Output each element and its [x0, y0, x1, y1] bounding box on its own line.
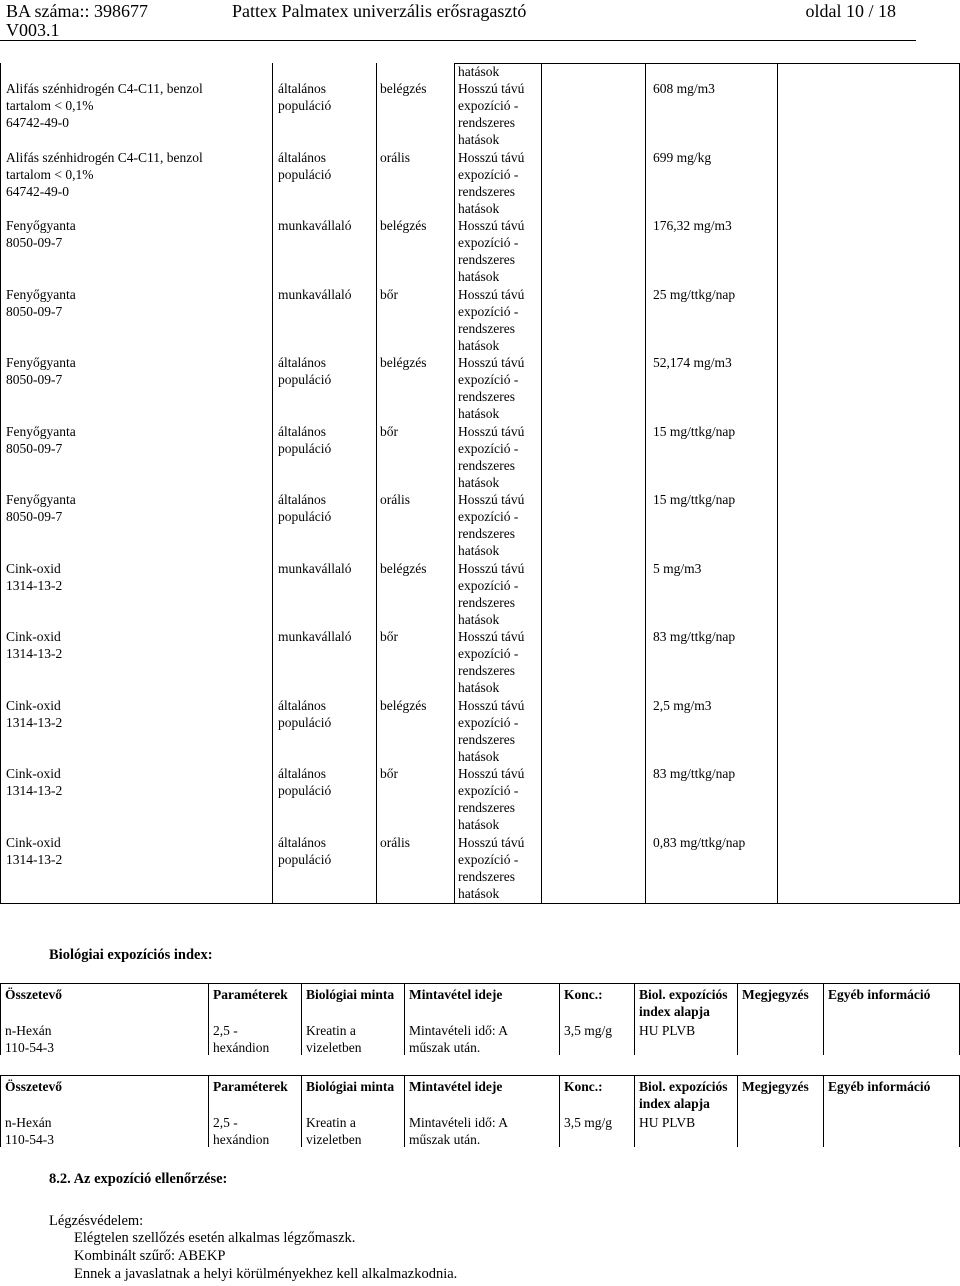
product-name: Pattex Palmatex univerzális erősragasztó: [232, 1, 527, 21]
column-divider: [301, 983, 302, 1055]
continued-effect: hatások: [458, 64, 500, 79]
substance-cell: Fenyőgyanta 8050-09-7: [6, 218, 76, 250]
effect-cell: Hosszú távú expozíció - rendszeres hatások: [458, 560, 525, 627]
value-cell: 608 mg/m3: [653, 81, 715, 96]
substance-cell: Cink-oxid 1314-13-2: [6, 697, 63, 730]
table-row: [0, 628, 960, 697]
concentration-cell: 3,5 mg/g: [564, 1023, 613, 1038]
value-cell: 176,32 mg/m3: [653, 218, 732, 233]
bio-sample-cell: Kreatin a vizeletben: [306, 1023, 362, 1055]
exposure-table: [0, 63, 960, 904]
parameters-header: Paraméterek: [213, 987, 288, 1002]
parameters-cell: 2,5 - hexándion: [213, 1115, 270, 1147]
population-cell: munkavállaló: [278, 629, 352, 644]
value-cell: 5 mg/m3: [653, 560, 702, 576]
bio-sample-cell: Kreatin a vizeletben: [306, 1115, 362, 1147]
substance-cell: Fenyőgyanta 8050-09-7: [6, 286, 76, 319]
parameters-header: Paraméterek: [213, 1079, 288, 1094]
value-cell: 2,5 mg/m3: [653, 697, 712, 713]
population-cell: általános populáció: [278, 355, 332, 387]
value-cell: 83 mg/ttkg/nap: [653, 629, 736, 644]
bei-basis-header: Biol. expozíciós index alapja: [639, 987, 728, 1019]
concentration-cell: 3,5 mg/g: [564, 1115, 613, 1130]
page-header: [0, 0, 960, 42]
column-divider: [301, 1075, 302, 1147]
parameters-cell: 2,5 - hexándion: [213, 1023, 270, 1055]
column-divider: [0, 1075, 1, 1147]
population-cell: általános populáció: [278, 81, 332, 113]
substance-cell: Fenyőgyanta 8050-09-7: [6, 355, 76, 387]
substance-cell: Fenyőgyanta 8050-09-7: [6, 423, 76, 456]
table-row: [0, 834, 960, 903]
route-cell: belégzés: [380, 218, 427, 233]
table-row: [0, 286, 960, 355]
header-rule: [0, 40, 916, 41]
respiratory-line: Ennek a javaslatnak a helyi körülményekhez kell alkalmazkodnia.: [74, 1266, 458, 1282]
component-header: Összetevő: [5, 1079, 62, 1094]
page-indicator: oldal 10 / 18: [805, 1, 896, 21]
component-header: Összetevő: [5, 987, 62, 1002]
column-divider: [737, 983, 738, 1055]
other-info-header: Egyéb információ: [828, 1079, 931, 1094]
population-cell: általános populáció: [278, 423, 332, 456]
table-bottom-rule: [0, 903, 960, 904]
sampling-time-cell: Mintavételi idő: A műszak után.: [409, 1023, 508, 1055]
population-cell: általános populáció: [278, 492, 332, 524]
column-divider: [0, 983, 1, 1055]
route-cell: bőr: [380, 766, 398, 781]
effect-cell: Hosszú távú expozíció - rendszeres hatások: [458, 629, 525, 695]
remark-header: Megjegyzés: [742, 1079, 809, 1094]
population-cell: munkavállaló: [278, 286, 352, 302]
effect-cell: Hosszú távú expozíció - rendszeres hatások: [458, 286, 525, 353]
effect-cell: Hosszú távú expozíció - rendszeres hatások: [458, 492, 525, 558]
effect-cell: Hosszú távú expozíció - rendszeres hatások: [458, 766, 525, 832]
value-cell: 52,174 mg/m3: [653, 355, 732, 370]
substance-cell: Cink-oxid 1314-13-2: [6, 560, 63, 593]
respiratory-line: Elégtelen szellőzés esetén alkalmas légzőmaszk.: [74, 1230, 356, 1246]
other-info-header: Egyéb információ: [828, 987, 931, 1002]
column-divider: [208, 983, 209, 1055]
remark-header: Megjegyzés: [742, 987, 809, 1002]
bio-index-table: [0, 983, 960, 1059]
bei-basis-header: Biol. expozíciós index alapja: [639, 1079, 728, 1111]
route-cell: bőr: [380, 629, 398, 644]
table-row: [0, 697, 960, 766]
sampling-time-cell: Mintavételi idő: A műszak után.: [409, 1115, 508, 1147]
section-8-2-title: 8.2. Az expozíció ellenőrzése:: [49, 1171, 228, 1187]
table-top-rule: [454, 63, 960, 64]
document-number: BA száma:: 398677: [6, 1, 148, 21]
population-cell: általános populáció: [278, 766, 332, 798]
population-cell: munkavállaló: [278, 218, 352, 233]
route-cell: bőr: [380, 423, 398, 439]
value-cell: 15 mg/ttkg/nap: [653, 423, 736, 439]
column-divider: [559, 983, 560, 1055]
value-cell: 0,83 mg/ttkg/nap: [653, 834, 746, 850]
table-row: [0, 491, 960, 560]
concentration-header: Konc.:: [564, 1079, 603, 1094]
route-cell: orális: [380, 834, 410, 850]
bei-basis-cell: HU PLVB: [639, 1023, 696, 1038]
substance-cell: Cink-oxid 1314-13-2: [6, 629, 63, 661]
table-row: [0, 149, 960, 218]
route-cell: orális: [380, 149, 410, 165]
respiratory-protection-label: Légzésvédelem:: [49, 1213, 144, 1229]
route-cell: orális: [380, 492, 410, 507]
effect-cell: Hosszú távú expozíció - rendszeres hatások: [458, 355, 525, 421]
bei-basis-cell: HU PLVB: [639, 1115, 696, 1130]
column-divider: [823, 1075, 824, 1147]
table-row: [0, 560, 960, 629]
population-cell: általános populáció: [278, 149, 332, 182]
column-divider: [634, 1075, 635, 1147]
effect-cell: Hosszú távú expozíció - rendszeres hatások: [458, 81, 525, 147]
table-row: [0, 354, 960, 423]
bio-sample-header: Biológiai minta: [306, 1079, 395, 1094]
table-top-rule: [0, 1075, 960, 1076]
table-row: [0, 80, 960, 149]
value-cell: 15 mg/ttkg/nap: [653, 492, 736, 507]
value-cell: 699 mg/kg: [653, 149, 712, 165]
sampling-time-header: Mintavétel ideje: [409, 1079, 503, 1094]
bio-index-table: [0, 1075, 960, 1151]
concentration-header: Konc.:: [564, 987, 603, 1002]
column-divider: [823, 983, 824, 1055]
column-divider: [559, 1075, 560, 1147]
effect-cell: Hosszú távú expozíció - rendszeres hatások: [458, 697, 525, 764]
document-version: V003.1: [6, 20, 60, 40]
route-cell: belégzés: [380, 81, 427, 96]
table-row: [0, 217, 960, 286]
route-cell: belégzés: [380, 697, 427, 713]
substance-cell: Alifás szénhidrogén C4-C11, benzol tartalom < 0,1% 64742-49-0: [6, 149, 203, 199]
bio-index-title: Biológiai expozíciós index:: [49, 947, 213, 963]
column-divider: [404, 1075, 405, 1147]
respiratory-line: Kombinált szűrő: ABEKP: [74, 1248, 226, 1264]
effect-cell: Hosszú távú expozíció - rendszeres hatások: [458, 423, 525, 490]
population-cell: általános populáció: [278, 697, 332, 730]
effect-cell: Hosszú távú expozíció - rendszeres hatások: [458, 218, 525, 284]
bio-sample-header: Biológiai minta: [306, 987, 395, 1002]
substance-cell: Alifás szénhidrogén C4-C11, benzol tartalom < 0,1% 64742-49-0: [6, 81, 203, 130]
column-divider: [634, 983, 635, 1055]
population-cell: általános populáció: [278, 834, 332, 867]
column-divider: [737, 1075, 738, 1147]
substance-cell: Cink-oxid 1314-13-2: [6, 766, 63, 798]
column-divider: [404, 983, 405, 1055]
value-cell: 83 mg/ttkg/nap: [653, 766, 736, 781]
table-row: [0, 765, 960, 834]
route-cell: bőr: [380, 286, 398, 302]
sampling-time-header: Mintavétel ideje: [409, 987, 503, 1002]
substance-cell: Fenyőgyanta 8050-09-7: [6, 492, 76, 524]
effect-cell: Hosszú távú expozíció - rendszeres hatások: [458, 834, 525, 901]
population-cell: munkavállaló: [278, 560, 352, 576]
route-cell: belégzés: [380, 355, 427, 370]
effect-cell: Hosszú távú expozíció - rendszeres hatások: [458, 149, 525, 216]
component-cell: n-Hexán 110-54-3: [5, 1115, 54, 1147]
value-cell: 25 mg/ttkg/nap: [653, 286, 736, 302]
component-cell: n-Hexán 110-54-3: [5, 1023, 54, 1055]
route-cell: belégzés: [380, 560, 427, 576]
table-row: [0, 423, 960, 492]
column-divider: [208, 1075, 209, 1147]
table-top-rule: [0, 983, 960, 984]
substance-cell: Cink-oxid 1314-13-2: [6, 834, 63, 867]
